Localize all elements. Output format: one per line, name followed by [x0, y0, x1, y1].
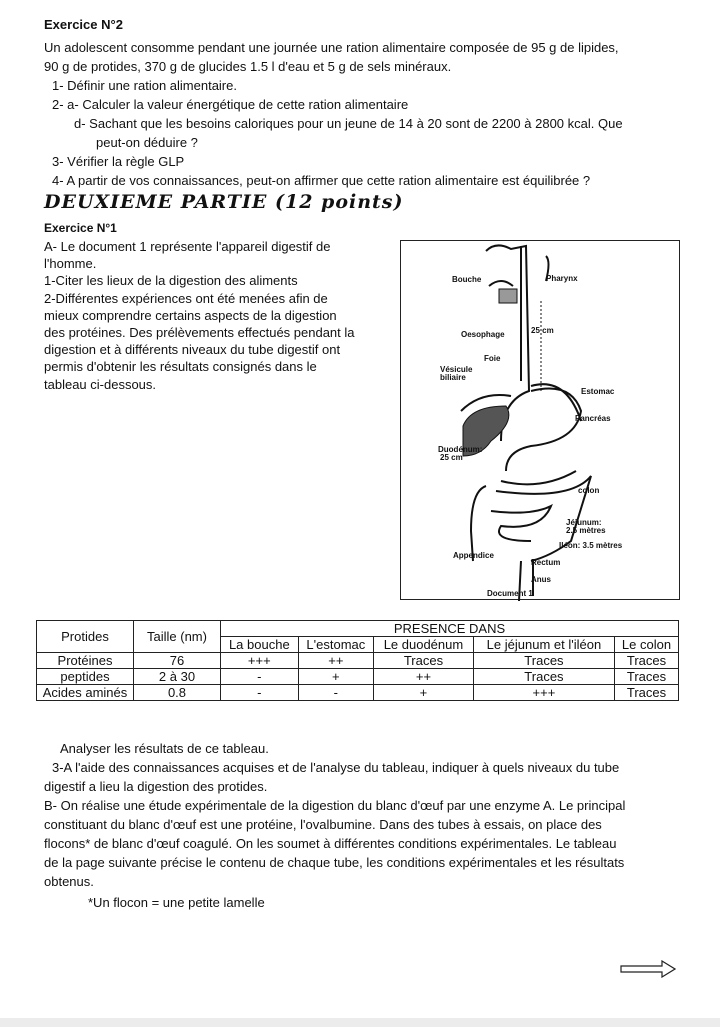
intro-line: Un adolescent consomme pendant une journée une ration alimentaire composée de 95 g de lipides, — [44, 40, 619, 55]
label-oesophage: Oesophage — [461, 330, 505, 339]
table-cell: Traces — [473, 669, 614, 685]
text-line: *Un flocon = une petite lamelle — [88, 895, 265, 910]
question-4: 4- A partir de vos connaissances, peut-on affirmer que cette ration alimentaire est équilibrée ? — [52, 173, 591, 188]
label-jejunum-length: 2.5 mètres — [566, 526, 606, 535]
intro-line: 90 g de protides, 370 g de glucides 1.5 l d'eau et 5 g de sels minéraux. — [44, 59, 452, 74]
column-header: Le duodénum — [374, 637, 474, 653]
column-header: Le colon — [615, 637, 679, 653]
label-estomac: Estomac — [581, 387, 615, 396]
column-header: Le jéjunum et l'iléon — [473, 637, 614, 653]
table-cell: +++ — [473, 685, 614, 701]
table-cell: Traces — [473, 653, 614, 669]
label-vesicule: Vésicule — [440, 365, 473, 374]
table-cell: - — [221, 669, 299, 685]
table-cell: 2 à 30 — [134, 669, 221, 685]
question-2d: d- Sachant que les besoins caloriques pour un jeune de 14 à 20 sont de 2200 à 2800 kcal. Que — [74, 116, 623, 131]
page-bottom-bar — [0, 1018, 720, 1027]
question-1: 1- Définir une ration alimentaire. — [52, 78, 237, 93]
header-taille: Taille (nm) — [134, 621, 221, 653]
label-duodenum: Duodénum: — [438, 445, 483, 454]
diagram-caption: Document 1 — [487, 589, 533, 598]
text-line: B- On réalise une étude expérimentale de la digestion du blanc d'œuf par une enzyme A. Le principal — [44, 798, 626, 813]
exercise-1-line: des protéines. Des prélèvements effectués pendant la — [44, 325, 355, 340]
exercise-1-line: 1-Citer les lieux de la digestion des aliments — [44, 273, 298, 289]
exercise-1-line: permis d'obtenir les résultats consignés dans le — [44, 359, 317, 375]
exercise-1-line: l'homme. — [44, 256, 97, 272]
table-cell: Traces — [615, 653, 679, 669]
question-3: 3- Vérifier la règle GLP — [52, 154, 185, 169]
table-row — [37, 669, 679, 685]
text-line: digestif a lieu la digestion des protides. — [44, 779, 268, 794]
label-pancreas: Pancréas — [575, 414, 611, 423]
table-cell: Traces — [615, 685, 679, 701]
header-presence: PRESENCE DANS — [221, 621, 679, 637]
column-header: La bouche — [221, 637, 299, 653]
question-2d: peut-on déduire ? — [96, 135, 198, 150]
exercise-1-line: A- Le document 1 représente l'appareil digestif de — [44, 239, 331, 254]
table-cell: Traces — [374, 653, 474, 669]
exercise-1-line: mieux comprendre certains aspects de la digestion — [44, 307, 337, 323]
table-cell: + — [298, 669, 373, 685]
label-appendice: Appendice — [453, 551, 494, 560]
table-cell: peptides — [37, 669, 134, 685]
text-line: obtenus. — [44, 874, 94, 889]
table-cell: ++ — [298, 653, 373, 669]
question-2a: 2- a- Calculer la valeur énergétique de cette ration alimentaire — [52, 97, 409, 112]
part-2-heading: DEUXIEME PARTIE (12 points) — [44, 191, 404, 213]
label-jejunum: Jéjunum: — [566, 518, 602, 527]
label-biliaire: biliaire — [440, 373, 466, 382]
table-cell: 0.8 — [134, 685, 221, 701]
text-line: 3-A l'aide des connaissances acquises et de l'analyse du tableau, indiquer à quels niveaux du tube — [52, 760, 620, 775]
table-cell: +++ — [221, 653, 299, 669]
table-cell: Protéines — [37, 653, 134, 669]
text-line: constituant du blanc d'œuf est une protéine, l'ovalbumine. Dans des tubes à essais, on place des — [44, 817, 602, 832]
table-row — [37, 685, 679, 701]
label-rectum: Rectum — [531, 558, 561, 567]
protides-table — [36, 620, 679, 701]
text-line: de la page suivante précise le contenu de chaque tube, les conditions expérimentales et les résultats — [44, 855, 625, 870]
table-cell: - — [298, 685, 373, 701]
label-ileon: Iléon: 3.5 mètres — [559, 541, 623, 550]
table-cell: Traces — [615, 669, 679, 685]
table-row — [37, 653, 679, 669]
text-line: flocons* de blanc d'œuf coagulé. On les soumet à différentes conditions expérimentales. Le tableau — [44, 836, 617, 851]
exercise-1-line: 2-Différentes expériences ont été menées afin de — [44, 290, 328, 306]
digestive-system-diagram — [400, 240, 680, 600]
table-cell: - — [221, 685, 299, 701]
label-colon: colon — [578, 486, 600, 495]
label-anus: Anus — [531, 575, 551, 584]
column-header: L'estomac — [298, 637, 373, 653]
table-cell: ++ — [374, 669, 474, 685]
label-bouche: Bouche — [452, 275, 482, 284]
label-foie: Foie — [484, 354, 501, 363]
label-25cm: 25 cm — [531, 326, 554, 335]
exercise-1-line: digestion et à différents niveaux du tube digestif ont — [44, 342, 341, 358]
header-protides: Protides — [37, 621, 134, 653]
label-pharynx: Pharynx — [546, 274, 578, 283]
exercise-1-line: tableau ci-dessous. — [44, 376, 157, 392]
table-cell: Acides aminés — [37, 685, 134, 701]
table-cell: 76 — [134, 653, 221, 669]
exercise-2-title: Exercice N°2 — [44, 17, 123, 32]
text-line: Analyser les résultats de ce tableau. — [60, 741, 269, 756]
digestive-tract-drawing — [401, 241, 681, 601]
next-page-arrow-icon — [620, 960, 676, 978]
label-duodenum-length: 25 cm — [440, 453, 463, 462]
table-cell: + — [374, 685, 474, 701]
exercise-1-title: Exercice N°1 — [44, 221, 117, 235]
